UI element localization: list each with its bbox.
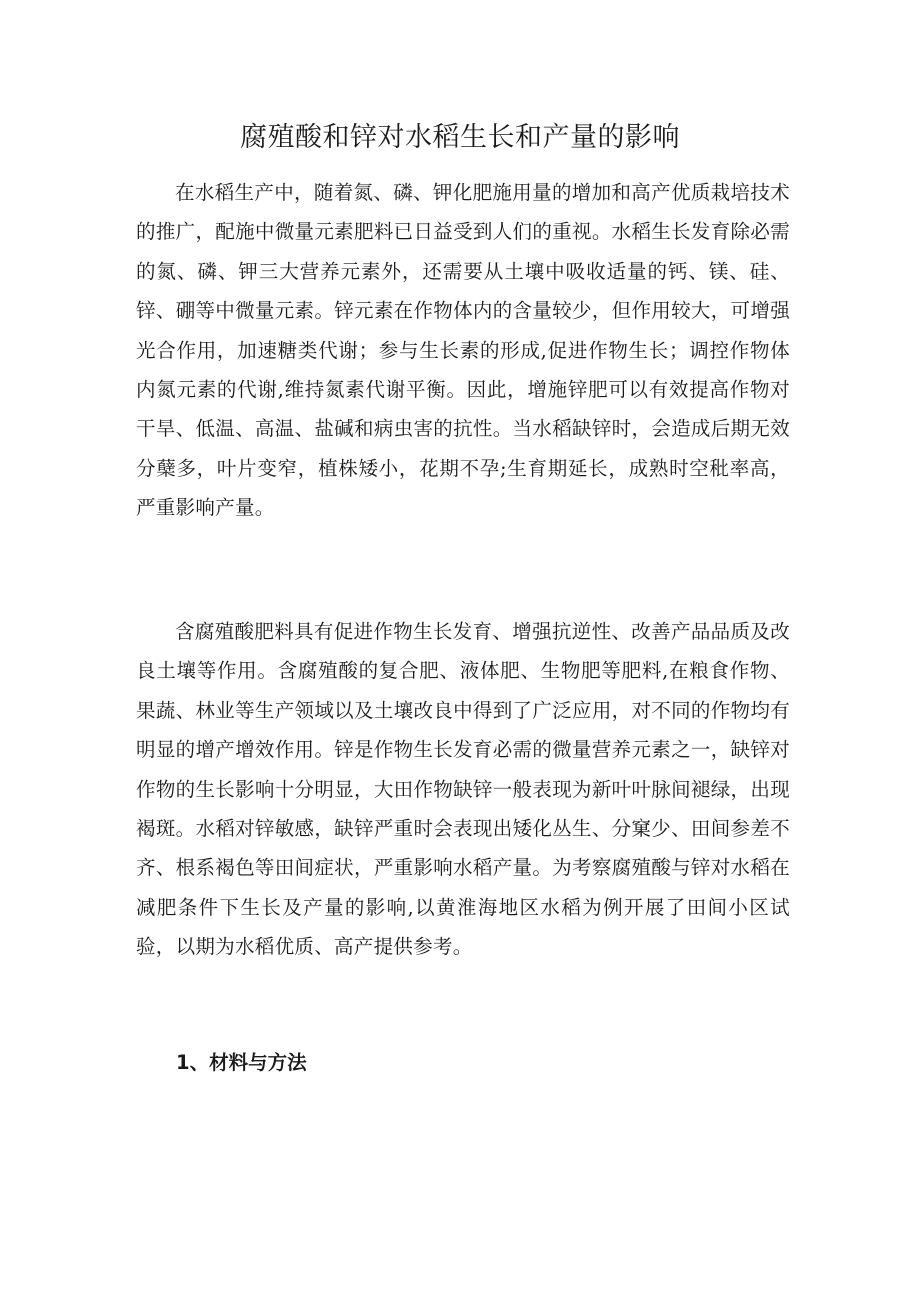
paragraph-humic-acid: 含腐殖酸肥料具有促进作物生长发育、增强抗逆性、改善产品品质及改良土壤等作用。含腐殖酸的复合肥、液体肥、生物肥等肥料,在粮食作物、果蔬、林业等生产领域以及土壤改良中得到了广泛应用，对不同的作物均有明显的增产增效作用。锌是作物生长发育必需的微量营养元素之一，缺锌对作物的生长影响十分明显，大田作物缺锌一般表现为新叶叶脉间褪绿，出现褐斑。水稻对锌敏感，缺锌严重时会表现出矮化丛生、分窠少、田间参差不齐、根系褐色等田间症状，严重影响水稻产量。为考察腐殖酸与锌对水稻在减肥条件下生长及产量的影响,以黄淮海地区水稻为例开展了田间小区试验，以期为水稻优质、高产提供参考。 [136,620,790,959]
section-heading-materials-methods: 1、材料与方法 [176,1051,307,1074]
document-title: 腐殖酸和锌对水稻生长和产量的影响 [240,122,680,153]
paragraph-intro: 在水稻生产中，随着氮、磷、钾化肥施用量的增加和高产优质栽培技术的推广，配施中微量元素肥料已日益受到人们的重视。水稻生长发育除必需的氮、磷、钾三大营养元素外，还需要从土壤中吸收适量的钙、镁、硅、锌、硼等中微量元素。锌元素在作物体内的含量较少，但作用较大，可增强光合作用，加速糖类代谢；参与生长素的形成,促进作物生长；调控作物体内氮元素的代谢,维持氮素代谢平衡。因此，增施锌肥可以有效提高作物对干旱、低温、高温、盐碱和病虫害的抗性。当水稻缺锌时，会造成后期无效分蘖多，叶片变窄，植株矮小，花期不孕;生育期延长，成熟时空秕率高，严重影响产量。 [136,181,790,520]
